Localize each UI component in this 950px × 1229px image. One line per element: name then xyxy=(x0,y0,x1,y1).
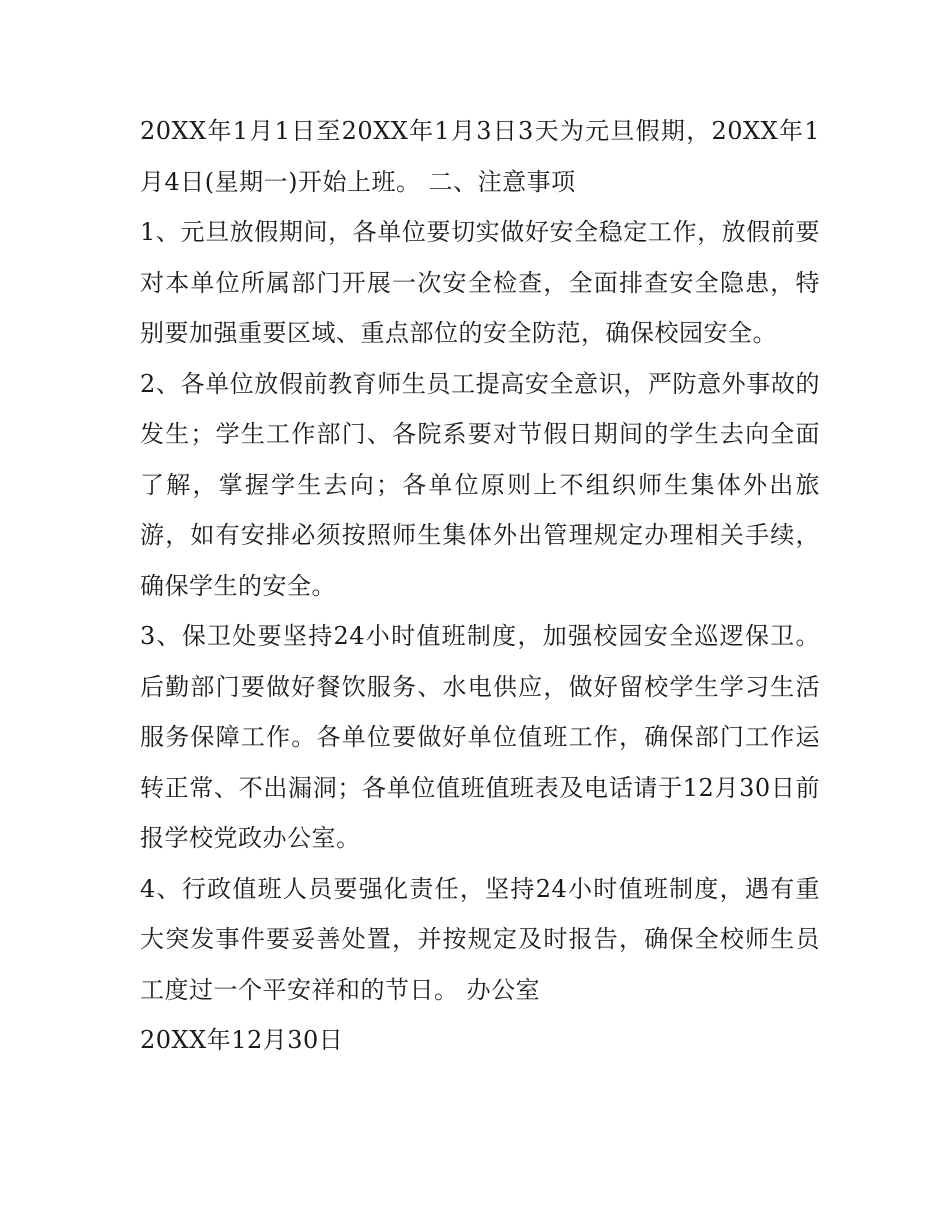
notice-item-1: 1、元旦放假期间，各单位要切实做好安全稳定工作，放假前要对本单位所属部门开展一次安全检查，全面排查安全隐患，特别要加强重要区域、重点部位的安全防范，确保校园安全。 xyxy=(140,218,820,347)
notice-item-3: 3、保卫处要坚持24小时值班制度，加强校园安全巡逻保卫。后勤部门要做好餐饮服务、水电供应，做好留校学生学习生活服务保障工作。各单位要做好单位值班工作，确保部门工作运转正常、不出漏洞；各单位值班值班表及电话请于12月30日前报学校党政办公室。 xyxy=(140,622,820,852)
notice-item-2: 2、各单位放假前教育师生员工提高安全意识，严防意外事故的发生；学生工作部门、各院系要对节假日期间的学生去向全面了解，掌握学生去向；各单位原则上不组织师生集体外出旅游，如有安排必须按照师生集体外出管理规定办理相关手续，确保学生的安全。 xyxy=(140,369,820,600)
holiday-schedule-paragraph: 20XX年1月1日至20XX年1月3日3天为元旦假期，20XX年1月4日(星期一)开始上班。 二、注意事项 xyxy=(140,117,820,196)
document-date: 20XX年12月30日 xyxy=(140,1026,344,1054)
notice-item-4: 4、行政值班人员要强化责任，坚持24小时值班制度，遇有重大突发事件要妥善处置，并按规定及时报告，确保全校师生员工度过一个平安祥和的节日。 办公室 xyxy=(140,874,820,1004)
document-body xyxy=(140,106,820,1066)
